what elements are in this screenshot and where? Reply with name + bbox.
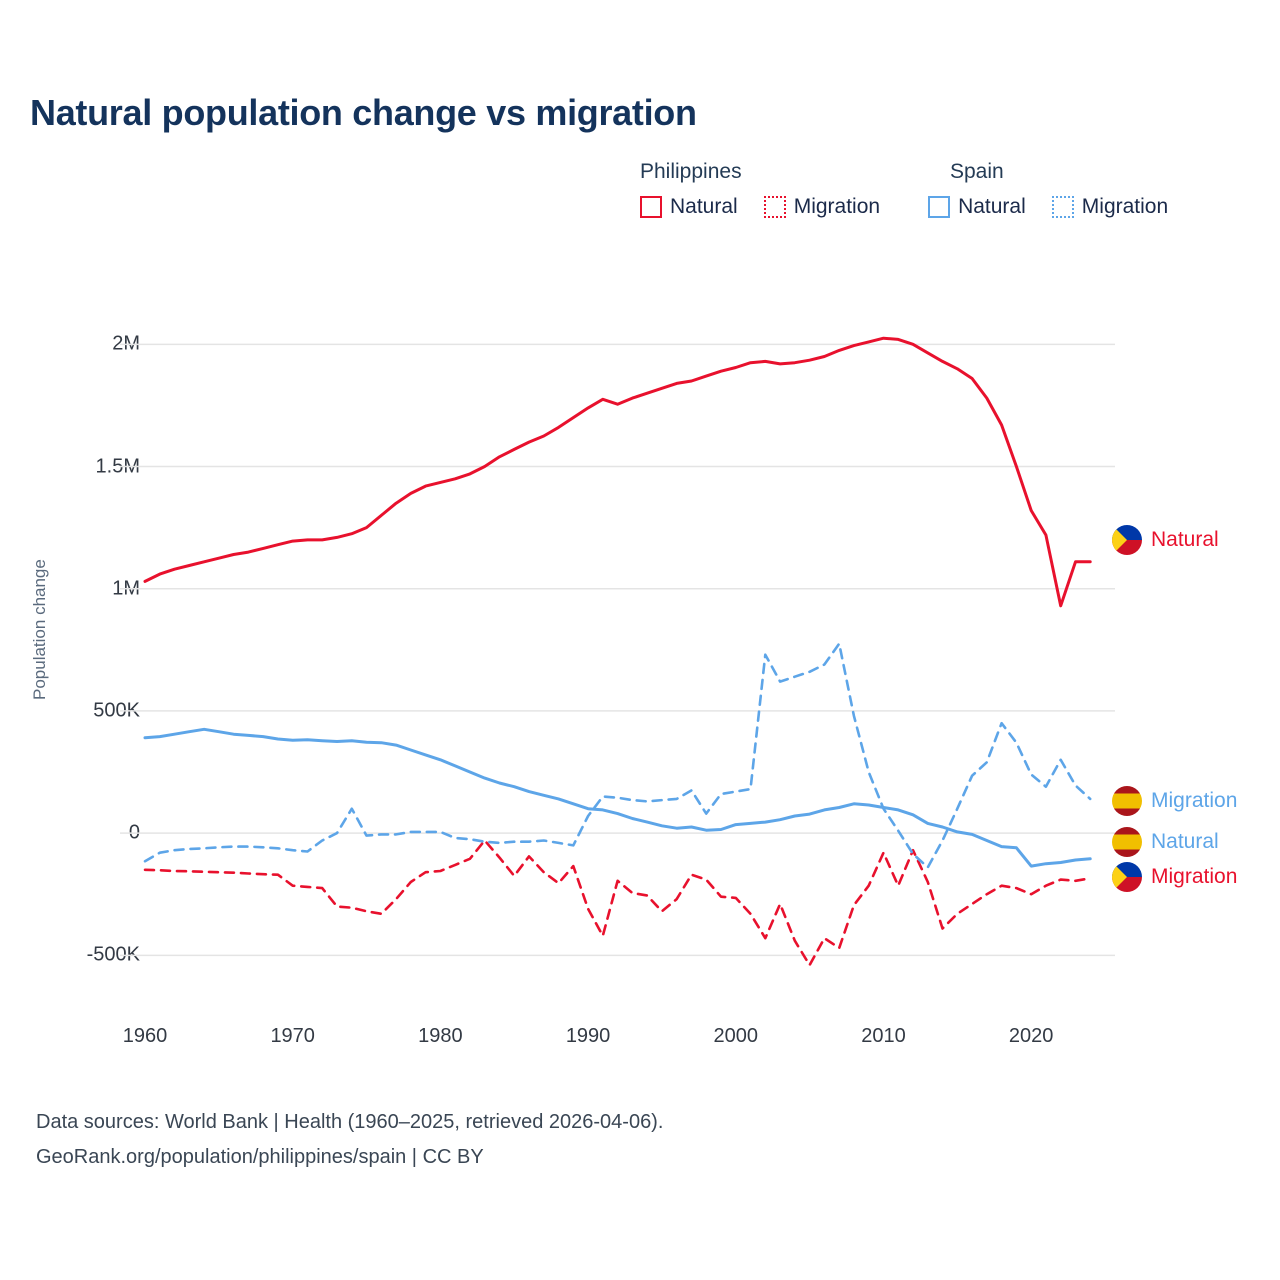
dotted-line-swatch-icon <box>764 196 786 218</box>
x-tick-label: 1970 <box>270 1025 315 1047</box>
legend-item-spain-migration[interactable] <box>1052 195 1168 219</box>
plot-svg <box>0 270 1280 1070</box>
legend-item-label: Migration <box>1081 195 1169 218</box>
chart-legend <box>640 160 1260 219</box>
series-end-label-text: Natural <box>1151 830 1219 853</box>
x-tick-label: 2000 <box>713 1025 759 1047</box>
philippines-flag-icon <box>1112 862 1142 892</box>
y-tick-label: 1M <box>112 577 140 600</box>
legend-group-philippines-title: Philippines <box>640 160 742 183</box>
footer-attribution: GeoRank.org/population/philippines/spain | CC BY <box>36 1146 484 1168</box>
spain-flag-icon <box>1112 827 1142 857</box>
series-end-label <box>1112 827 1219 857</box>
legend-item-label: Natural <box>670 195 738 218</box>
series-end-label-text: Migration <box>1151 789 1238 812</box>
x-tick-label: 1980 <box>418 1025 463 1047</box>
footer <box>36 1105 663 1175</box>
philippines-flag-icon <box>1112 525 1142 555</box>
x-tick-label: 2010 <box>861 1025 906 1047</box>
y-tick-label: -500K <box>86 943 140 966</box>
page-title: Natural population change vs migration <box>30 92 697 133</box>
footer-data-sources: Data sources: World Bank | Health (1960–2025, retrieved 2026-04-06). <box>36 1111 664 1133</box>
legend-group-spain-title: Spain <box>950 160 1004 183</box>
series-end-label <box>1112 786 1237 816</box>
y-tick-label: 1.5M <box>95 455 140 478</box>
y-axis-title: Population change <box>30 559 49 700</box>
line-swatch-icon <box>928 196 950 218</box>
series-end-label <box>1112 525 1219 555</box>
spain-flag-icon <box>1112 786 1142 816</box>
legend-item-label: Migration <box>793 195 881 218</box>
x-tick-label: 2020 <box>1008 1025 1054 1047</box>
x-tick-label: 1990 <box>565 1025 611 1047</box>
legend-item-label: Natural <box>958 195 1026 218</box>
y-tick-label: 2M <box>112 332 140 355</box>
series-end-label-text: Migration <box>1151 865 1238 888</box>
chart-area <box>0 270 1280 1070</box>
dotted-line-swatch-icon <box>1052 196 1074 218</box>
line-swatch-icon <box>640 196 662 218</box>
legend-item-philippines-natural[interactable] <box>640 195 738 219</box>
legend-items <box>640 195 1260 219</box>
x-tick-label: 1960 <box>122 1025 168 1047</box>
legend-item-philippines-migration[interactable] <box>764 195 880 219</box>
legend-group-titles <box>640 160 1260 184</box>
legend-item-spain-natural[interactable] <box>928 195 1026 219</box>
series-end-label <box>1112 862 1237 892</box>
series-end-label-text: Natural <box>1151 528 1219 551</box>
y-tick-label: 500K <box>93 699 140 722</box>
y-tick-label: 0 <box>128 821 140 844</box>
